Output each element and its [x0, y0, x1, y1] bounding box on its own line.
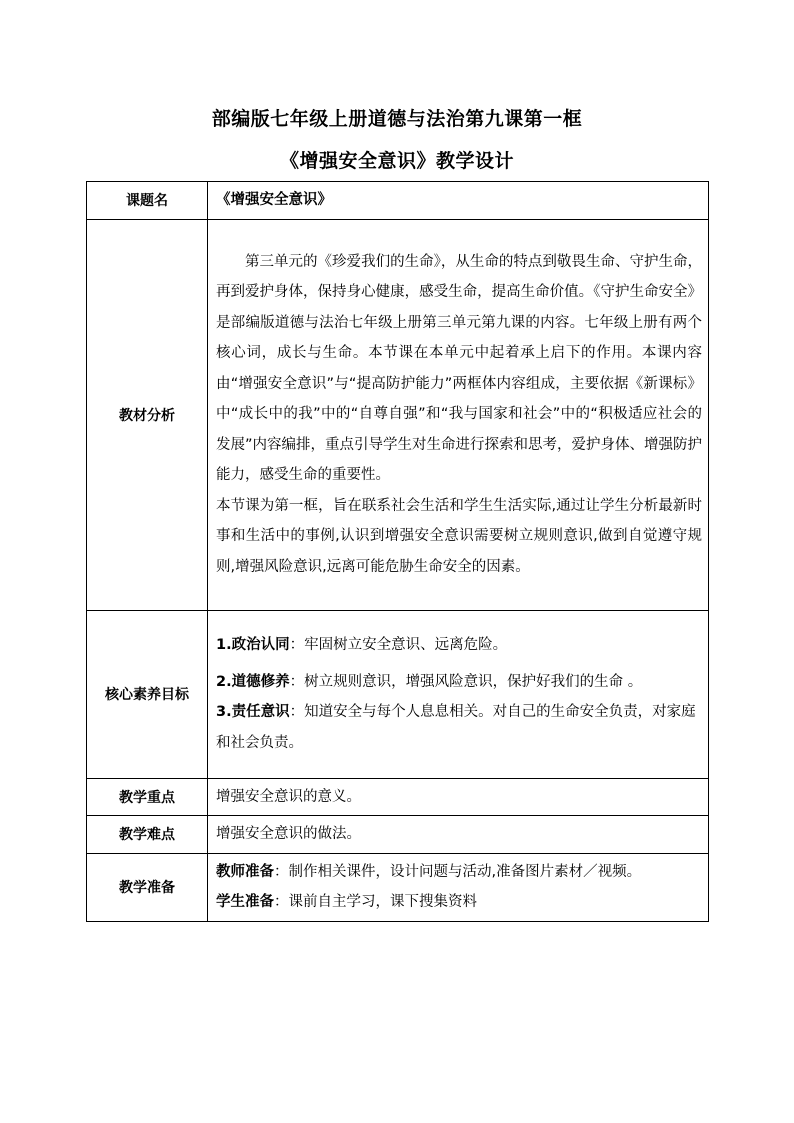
goal-item-1-head: 1.政治认同 [216, 637, 290, 653]
goal-item-1 [216, 630, 702, 661]
analysis-value [208, 219, 709, 610]
document-title-line1: 部编版七年级上册道德与法治第九课第一框 [211, 108, 583, 130]
teacher-preparation-text: ：制作相关课件，设计问题与活动,准备图片素材／视频。 [274, 863, 642, 880]
goal-item-2 [216, 667, 702, 698]
goals-value [208, 610, 709, 778]
document-title-line2: 《增强安全意识》教学设计 [279, 150, 514, 172]
table-row-difficulty [87, 816, 709, 854]
preparation-value [208, 853, 709, 921]
goal-item-1-text: ：牢固树立安全意识、远离危险。 [289, 637, 508, 653]
goal-item-2-head: 2.道德修养 [216, 673, 290, 690]
analysis-paragraph-1: 第三单元的《珍爱我们的生命》，从生命的特点到敬畏生命、守护生命，再到爱护身体，保持身心健康，感受生命，提高生命价值。《守护生命安全》是部编版道德与法治七年级上册第三单元第九课的内容。七年级上册有两个核心词，成长与生命。本节课在本单元中起着承上启下的作用。本课内容由“增强安全意识”与“提高防护能力”两框体内容组成，主要依据《新课标》中“成长中的我”中的“自尊自强”和“我与国家和社会”中的“积极适应社会的发展”内容编排，重点引导学生对生命进行探索和思考，爱护身体、增强防护能力，感受生命的重要性。 [216, 253, 703, 484]
topic-text: 《增强安全意识》 [216, 192, 332, 208]
goals-label: 核心素养目标 [87, 610, 208, 778]
preparation-label: 教学准备 [87, 853, 208, 921]
student-preparation-head: 学生准备 [216, 894, 274, 910]
teacher-preparation [216, 857, 702, 888]
student-preparation-text: ：课前自主学习，课下搜集资料 [274, 894, 477, 910]
goal-item-3 [216, 697, 702, 758]
lesson-plan-table [86, 181, 709, 922]
analysis-label: 教材分析 [87, 219, 208, 610]
goal-item-3-text: ：知道安全与每个人息息相关。对自己的生命安全负责，对家庭和社会负责。 [216, 704, 696, 751]
key-point-label: 教学重点 [87, 778, 208, 816]
key-point-value: 增强安全意识的意义。 [208, 778, 709, 816]
table-row-topic [87, 182, 709, 220]
topic-value [208, 182, 709, 220]
teacher-preparation-head: 教师准备 [216, 863, 274, 880]
student-preparation [216, 887, 702, 918]
topic-label: 课题名 [87, 182, 208, 220]
table-row-goals [87, 610, 709, 778]
table-row-preparation [87, 853, 709, 921]
difficulty-value: 增强安全意识的做法。 [208, 816, 709, 854]
table-row-analysis [87, 219, 709, 610]
analysis-paragraph-2: 本节课为第一框，旨在联系社会生活和学生生活实际,通过让学生分析最新时事和生活中的事例,认识到增强安全意识需要树立规则意识,做到自觉遵守规则,增强风险意识,远离可能危胁生命安全的因素。 [216, 497, 702, 575]
difficulty-label: 教学难点 [87, 816, 208, 854]
goal-item-3-head: 3.责任意识 [216, 704, 290, 720]
table-row-key-point [87, 778, 709, 816]
goal-item-2-text: ：树立规则意识，增强风险意识，保护好我们的生命 。 [289, 673, 643, 690]
